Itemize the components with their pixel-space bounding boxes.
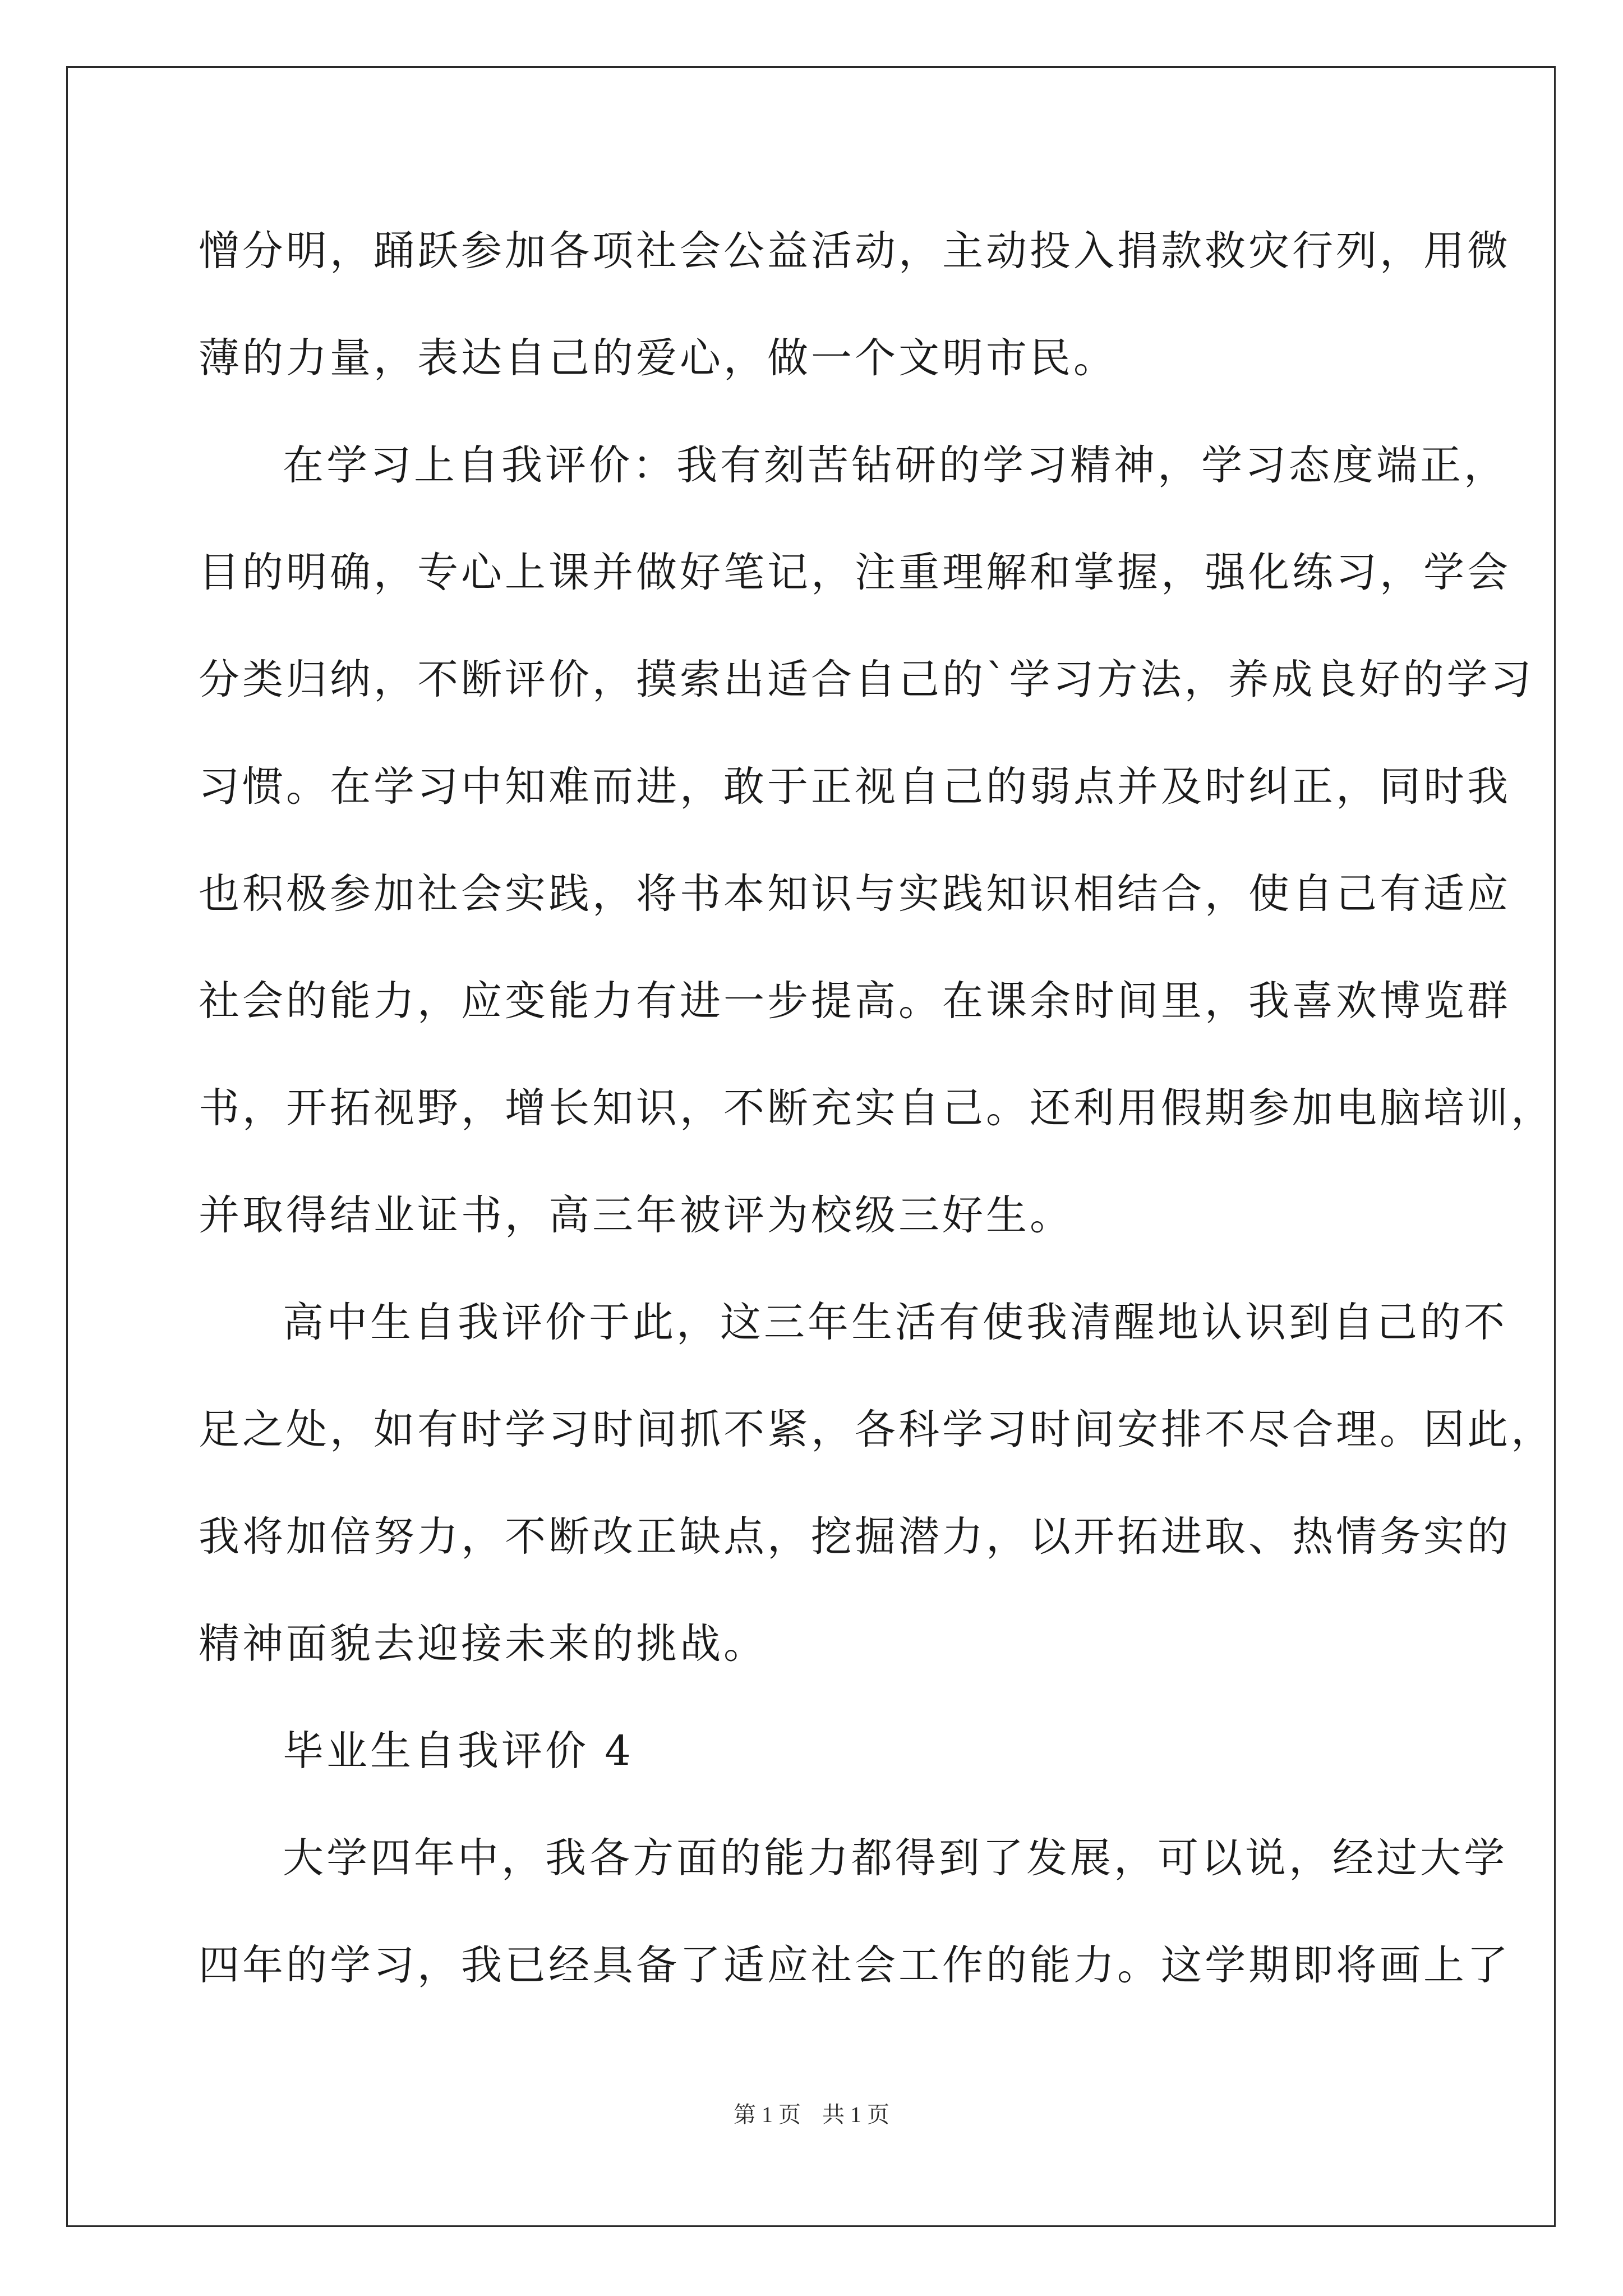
text-line: 憎分明，踊跃参加各项社会公益活动，主动投入捐款救灾行列，用微 <box>199 227 1511 275</box>
text-line: 社会的能力，应变能力有进一步提高。在课余时间里，我喜欢博览群 <box>199 977 1511 1025</box>
text-line: 分类归纳，不断评价，摸索出适合自己的`学习方法，养成良好的学习 <box>199 656 1534 703</box>
page-footer <box>0 2098 1623 2132</box>
page-number-current: 第 1 页 <box>734 2102 801 2127</box>
text-line: 习惯。在学习中知难而进，敢于正视自己的弱点并及时纠正，同时我 <box>199 763 1511 811</box>
text-line: 并取得结业证书，高三年被评为校级三好生。 <box>199 1191 1073 1239</box>
text-line: 薄的力量，表达自己的爱心，做一个文明市民。 <box>199 334 1117 382</box>
paragraph-start-line: 大学四年中，我各方面的能力都得到了发展，可以说，经过大学 <box>283 1834 1507 1882</box>
paragraph-start-line: 在学习上自我评价：我有刻苦钻研的学习精神，学习态度端正， <box>283 441 1507 489</box>
text-line: 我将加倍努力，不断改正缺点，挖掘潜力，以开拓进取、热情务实的 <box>199 1513 1511 1561</box>
text-line: 书，开拓视野，增长知识，不断充实自己。还利用假期参加电脑培训， <box>199 1084 1555 1132</box>
text-line: 四年的学习，我已经具备了适应社会工作的能力。这学期即将画上了 <box>199 1941 1511 1989</box>
section-heading: 毕业生自我评价 4 <box>283 1727 634 1775</box>
text-line: 足之处，如有时学习时间抓不紧，各科学习时间安排不尽合理。因此， <box>199 1406 1555 1453</box>
paragraph-start-line: 高中生自我评价于此，这三年生活有使我清醒地认识到自己的不 <box>283 1299 1507 1346</box>
page-number-total: 共 1 页 <box>822 2102 889 2127</box>
text-line: 也积极参加社会实践，将书本知识与实践知识相结合，使自己有适应 <box>199 870 1511 918</box>
text-line: 精神面貌去迎接未来的挑战。 <box>199 1620 767 1668</box>
text-line: 目的明确，专心上课并做好笔记，注重理解和掌握，强化练习，学会 <box>199 549 1511 596</box>
